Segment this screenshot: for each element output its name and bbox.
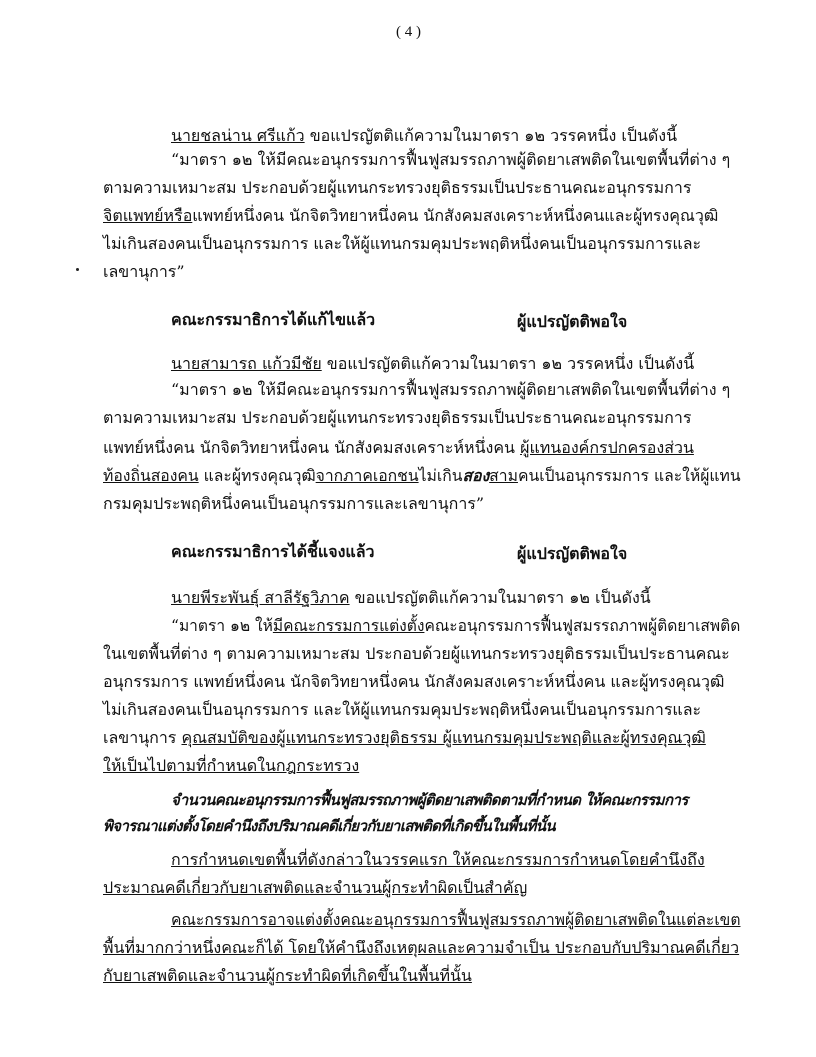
- s3-line-6: ให้เป็นไปตามที่กำหนดในกฎกระทรวง: [103, 756, 360, 775]
- s2-line-4-text-2: ไม่เกิน: [418, 466, 463, 485]
- s3-line-5-text: เลขานุการ: [103, 728, 182, 747]
- s2-line-1: “มาตรา ๑๒ ให้มีคณะอนุกรรมการฟื้นฟูสมรรถภาพผู้ติดยาเสพติดในเขตพื้นที่ต่าง ๆ: [171, 380, 731, 399]
- s1-line-1: “มาตรา ๑๒ ให้มีคณะอนุกรรมการฟื้นฟูสมรรถภาพผู้ติดยาเสพติดในเขตพื้นที่ต่าง ๆ: [171, 150, 731, 169]
- stray-mark: [76, 268, 79, 271]
- amendment-intro-1: [171, 126, 677, 146]
- amendment-intro-2: [171, 354, 694, 374]
- s2-line-4-inserted-3: สาม: [489, 466, 518, 485]
- s2-line-4-text-1: และผู้ทรงคุณวุฒิ: [198, 466, 316, 485]
- intro-text-2: ขอแปรญัตติแก้ความในมาตรา ๑๒ วรรคหนึ่ง เป็นดังนี้: [321, 354, 695, 373]
- s3-line-11: คณะกรรมการอาจแต่งตั้งคณะอนุกรรมการฟื้นฟูสมรรถภาพผู้ติดยาเสพติดในแต่ละเขต: [171, 910, 741, 929]
- s3-line-13: กับยาเสพติดและจำนวนผู้กระทำผิดที่เกิดขึ้นในพื้นที่นั้น: [103, 966, 472, 985]
- s3-line-3: อนุกรรมการ แพทย์หนึ่งคน นักจิตวิทยาหนึ่งคน นักสังคมสงเคราะห์หนึ่งคน และผู้ทรงคุณวุฒิ: [103, 672, 725, 691]
- s2-line-4-deleted: สอง: [462, 466, 490, 485]
- s1-line-3-inserted: จิตแพทย์หรือ: [103, 206, 193, 225]
- s3-line-9: การกำหนดเขตพื้นที่ดังกล่าวในวรรคแรก ให้คณะกรรมการกำหนดโดยคำนึงถึง: [171, 850, 705, 869]
- s2-line-4: [103, 466, 741, 486]
- intro-text-3: ขอแปรญัตติแก้ความในมาตรา ๑๒ เป็นดังนี้: [349, 588, 651, 607]
- page-number: ( 4 ): [396, 24, 421, 40]
- s2-line-2: ตามความเหมาะสม ประกอบด้วยผู้แทนกระทรวงยุติธรรมเป็นประธานคณะอนุกรรมการ: [103, 408, 692, 427]
- s3-line-7: จำนวนคณะอนุกรรมการฟื้นฟูสมรรถภาพผู้ติดยาเสพติดตามที่กำหนด ให้คณะกรรมการ: [171, 791, 688, 809]
- proposer-result-1: ผู้แปรญัตติพอใจ: [517, 312, 628, 331]
- s3-line-12: พื้นที่มากกว่าหนึ่งคณะก็ได้ โดยให้คำนึงถึงเหตุผลและความจำเป็น ประกอบกับปริมาณคดีเกี่ยว: [103, 938, 740, 957]
- committee-status-2: คณะกรรมาธิการได้ชี้แจงแล้ว: [171, 542, 375, 561]
- proposer-name-3: นายพีระพันธุ์ สาลีรัฐวิภาค: [171, 588, 350, 607]
- s1-line-5: เลขานุการ”: [103, 262, 185, 281]
- s2-line-4-inserted-1: ท้องถิ่นสองคน: [103, 466, 199, 485]
- s3-line-5-inserted: คุณสมบัติของผู้แทนกระทรวงยุติธรรม ผู้แทนกรมคุมประพฤติและผู้ทรงคุณวุฒิ: [181, 728, 706, 747]
- s2-line-3: [103, 438, 694, 458]
- s2-line-4-inserted-2: จากภาคเอกชน: [315, 466, 419, 485]
- s1-line-3: [103, 206, 718, 226]
- s1-line-2: ตามความเหมาะสม ประกอบด้วยผู้แทนกระทรวงยุติธรรมเป็นประธานคณะอนุกรรมการ: [103, 178, 692, 197]
- s2-line-3-text: แพทย์หนึ่งคน นักจิตวิทยาหนึ่งคน นักสังคมสงเคราะห์หนึ่งคน: [103, 438, 521, 457]
- s1-line-3-text: แพทย์หนึ่งคน นักจิตวิทยาหนึ่งคน นักสังคมสงเคราะห์หนึ่งคนและผู้ทรงคุณวุฒิ: [192, 206, 719, 225]
- s3-line-1: [171, 616, 740, 636]
- s2-line-3-inserted: ผู้แทนองค์กรปกครองส่วน: [520, 438, 694, 457]
- proposer-result-2: ผู้แปรญัตติพอใจ: [517, 544, 628, 563]
- committee-status-1: คณะกรรมาธิการได้แก้ไขแล้ว: [171, 310, 376, 329]
- s3-line-1-text-1: “มาตรา ๑๒ ให้: [171, 616, 273, 635]
- s2-line-4-text-3: คนเป็นอนุกรรมการ และให้ผู้แทน: [517, 466, 741, 485]
- s3-line-1-text-2: คณะอนุกรรมการฟื้นฟูสมรรถภาพผู้ติดยาเสพติด: [424, 616, 741, 635]
- s2-line-5: กรมคุมประพฤติหนึ่งคนเป็นอนุกรรมการและเลขานุการ”: [103, 494, 485, 513]
- s3-line-8: พิจารณาแต่งตั้งโดยคำนึงถึงปริมาณคดีเกี่ยวกับยาเสพติดที่เกิดขึ้นในพื้นที่นั้น: [103, 817, 556, 835]
- s3-line-4: ไม่เกินสองคนเป็นอนุกรรมการ และให้ผู้แทนกรมคุมประพฤติหนึ่งคนเป็นอนุกรรมการและ: [103, 700, 702, 719]
- s3-line-10: ประมาณคดีเกี่ยวกับยาเสพติดและจำนวนผู้กระทำผิดเป็นสำคัญ: [103, 878, 528, 897]
- amendment-intro-3: [171, 588, 651, 608]
- proposer-name-1: นายชลน่าน ศรีแก้ว: [171, 126, 305, 145]
- intro-text-1: ขอแปรญัตติแก้ความในมาตรา ๑๒ วรรคหนึ่ง เป็นดังนี้: [304, 126, 678, 145]
- s1-line-4: ไม่เกินสองคนเป็นอนุกรรมการ และให้ผู้แทนกรมคุมประพฤติหนึ่งคนเป็นอนุกรรมการและ: [103, 234, 702, 253]
- s3-line-2: ในเขตพื้นที่ต่าง ๆ ตามความเหมาะสม ประกอบด้วยผู้แทนกระทรวงยุติธรรมเป็นประธานคณะ: [103, 644, 730, 663]
- proposer-name-2: นายสามารถ แก้วมีชัย: [171, 354, 322, 373]
- s3-line-5: [103, 728, 706, 748]
- s3-line-1-inserted: มีคณะกรรมการแต่งตั้ง: [272, 616, 425, 635]
